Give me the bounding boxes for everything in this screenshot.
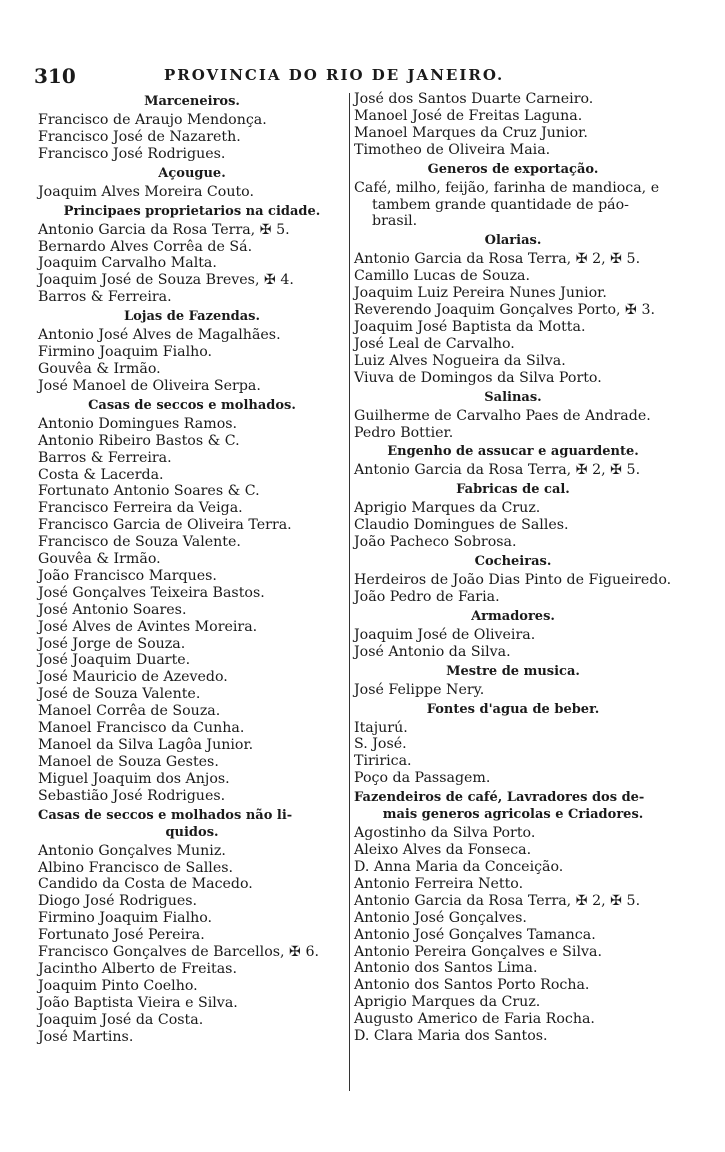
list-item: Francisco Ferreira da Veiga.	[38, 500, 243, 517]
right-column	[354, 91, 672, 1045]
list-item: Luiz Alves Nogueira da Silva.	[354, 352, 566, 369]
list-item: Antonio Ribeiro Bastos & C.	[38, 432, 240, 449]
left-column	[38, 91, 346, 1046]
name-list	[38, 327, 346, 395]
list-item: Guilherme de Carvalho Paes de Andrade.	[354, 407, 651, 424]
list-item: Manoel José de Freitas Laguna.	[354, 107, 583, 124]
list-item: Antonio Gonçalves Muniz.	[38, 842, 226, 859]
section-heading: Armadores.	[471, 608, 555, 624]
name-list	[38, 843, 346, 1046]
list-item: José Gonçalves Teixeira Bastos.	[38, 584, 265, 601]
list-item: Manoel Corrêa de Souza.	[38, 703, 221, 720]
list-item: José Martins.	[38, 1028, 134, 1045]
list-item: Fortunato José Pereira.	[38, 927, 205, 944]
section-heading: Cocheiras.	[474, 554, 552, 570]
list-item: Gouvêa & Irmão.	[38, 551, 161, 568]
list-item: Aprigio Marques da Cruz.	[354, 500, 541, 517]
list-item: Antonio Domingues Ramos.	[38, 415, 238, 432]
name-list	[354, 251, 672, 386]
list-item: José Joaquim Duarte.	[38, 652, 191, 669]
name-list	[354, 627, 672, 661]
list-item: Barros & Ferreira.	[38, 449, 172, 466]
list-item: Gouvêa & Irmão.	[38, 360, 161, 377]
name-list	[38, 222, 346, 307]
section-heading: Generos de exportação.	[427, 161, 599, 177]
export-text: Café, milho, feijão, farinha de mandioca, e	[354, 179, 660, 196]
list-item: Manoel de Souza Gestes.	[38, 753, 219, 770]
list-item: Antonio Garcia da Rosa Terra, ✠ 2, ✠ 5.	[354, 251, 641, 268]
export-text: tambem grande quantidade de páo-brasil.	[372, 196, 629, 230]
list-item: Joaquim Alves Moreira Couto.	[38, 183, 254, 200]
list-item: Manoel Marques da Cruz Junior.	[354, 124, 588, 141]
list-item: João Pacheco Sobrosa.	[354, 534, 517, 551]
list-item: João Pedro de Faria.	[354, 588, 500, 605]
list-item: Viuva de Domingos da Silva Porto.	[354, 369, 602, 386]
list-item: Joaquim Pinto Coelho.	[38, 977, 198, 994]
column-divider	[349, 93, 350, 1091]
list-item: D. Clara Maria dos Santos.	[354, 1028, 548, 1045]
list-item: Antonio Garcia da Rosa Terra, ✠ 2, ✠ 5.	[354, 892, 641, 909]
list-item: Miguel Joaquim dos Anjos.	[38, 770, 230, 787]
running-title: PROVINCIA DO RIO DE JANEIRO.	[164, 66, 505, 84]
list-item: Antonio Ferreira Netto.	[354, 875, 524, 892]
list-item: Antonio José Gonçalves Tamanca.	[354, 926, 596, 943]
list-item: Itajurú.	[354, 719, 408, 736]
list-item: Joaquim Luiz Pereira Nunes Junior.	[354, 285, 607, 302]
list-item: Manoel da Silva Lagôa Junior.	[38, 737, 254, 753]
section-heading: Fazendeiros de café, Lavradores dos de-	[354, 790, 645, 806]
list-item: Augusto Americo de Faria Rocha.	[354, 1011, 595, 1028]
list-item: Claudio Domingues de Salles.	[354, 517, 569, 534]
list-item: José dos Santos Duarte Carneiro.	[354, 91, 594, 107]
list-item: José Manoel de Oliveira Serpa.	[38, 377, 261, 394]
list-item: Candido da Costa de Macedo.	[38, 876, 253, 893]
name-list	[38, 112, 346, 163]
list-item: Costa & Lacerda.	[38, 466, 164, 483]
section-heading: mais generos agricolas e Criadores.	[382, 807, 644, 823]
name-list	[354, 572, 672, 606]
section-heading: Olarias.	[484, 233, 542, 249]
list-item: José Antonio da Silva.	[354, 643, 511, 660]
list-item: Albino Francisco de Salles.	[38, 859, 234, 876]
section-heading: Lojas de Fazendas.	[123, 309, 261, 325]
list-item: José Leal de Carvalho.	[354, 335, 515, 352]
list-item: Joaquim José de Souza Breves, ✠ 4.	[38, 272, 294, 289]
list-item: Agostinho da Silva Porto.	[354, 825, 536, 842]
section-heading: Salinas.	[484, 389, 542, 405]
section-heading: Açougue.	[158, 165, 226, 181]
section-heading: Principaes proprietarios na cidade.	[63, 203, 321, 219]
list-item: Jacintho Alberto de Freitas.	[38, 960, 237, 977]
list-item: Sebastião José Rodrigues.	[38, 787, 226, 804]
list-item: Antonio José Gonçalves.	[354, 909, 527, 926]
name-list	[354, 825, 672, 1045]
list-item: Francisco de Souza Valente.	[38, 534, 241, 551]
list-item: Camillo Lucas de Souza.	[354, 268, 531, 285]
name-list	[38, 416, 346, 805]
name-list	[354, 462, 672, 479]
section-heading: Fabricas de cal.	[456, 482, 570, 498]
list-item: José Mauricio de Azevedo.	[38, 669, 228, 686]
section-heading: Fontes d'agua de beber.	[426, 701, 600, 717]
name-list	[354, 682, 672, 699]
page-header	[34, 64, 674, 86]
list-item: Firmino Joaquim Fialho.	[38, 344, 213, 361]
list-item: Antonio Garcia da Rosa Terra, ✠ 5.	[38, 221, 290, 238]
list-item: Joaquim José de Oliveira.	[354, 626, 536, 643]
list-item: Joaquim José Baptista da Motta.	[354, 318, 586, 335]
list-item: Reverendo Joaquim Gonçalves Porto, ✠ 3.	[354, 302, 655, 319]
name-list	[354, 408, 672, 442]
section-heading: Casas de seccos e molhados não li-	[38, 807, 293, 823]
section-heading: Engenho de assucar e aguardente.	[387, 444, 639, 460]
list-item: José Alves de Avintes Moreira.	[38, 618, 258, 635]
list-item: Manoel Francisco da Cunha.	[38, 720, 245, 737]
section-heading: Mestre de musica.	[446, 663, 580, 679]
list-item: D. Anna Maria da Conceição.	[354, 859, 564, 875]
list-item: Antonio dos Santos Porto Rocha.	[354, 977, 590, 994]
section-heading: quidos.	[165, 824, 219, 840]
list-item: Aleixo Alves da Fonseca.	[354, 842, 532, 859]
list-item: Joaquim Carvalho Malta.	[38, 255, 217, 272]
list-item: Francisco Garcia de Oliveira Terra.	[38, 517, 292, 534]
list-item: João Francisco Marques.	[38, 567, 217, 584]
page-number: 310	[34, 64, 76, 88]
list-item: Poço da Passagem.	[354, 770, 491, 787]
list-item: Timotheo de Oliveira Maia.	[354, 141, 551, 158]
list-item: Francisco José Rodrigues.	[38, 145, 226, 162]
list-item: Joaquim José da Costa.	[38, 1011, 204, 1028]
list-item: Aprigio Marques da Cruz.	[354, 994, 541, 1011]
list-item: Antonio Garcia da Rosa Terra, ✠ 2, ✠ 5.	[354, 462, 641, 479]
list-item: S. José.	[354, 736, 407, 753]
name-list	[38, 184, 346, 201]
list-item: Francisco José de Nazareth.	[38, 128, 241, 145]
name-list	[354, 720, 672, 788]
list-item: Bernardo Alves Corrêa de Sá.	[38, 238, 253, 255]
list-item: Pedro Bottier.	[354, 424, 454, 441]
list-item: Firmino Joaquim Fialho.	[38, 910, 213, 927]
list-item: Antonio Pereira Gonçalves e Silva.	[354, 943, 602, 960]
section-heading: Marceneiros.	[144, 94, 240, 109]
list-item: Antonio José Alves de Magalhães.	[38, 327, 281, 344]
list-item: Herdeiros de João Dias Pinto de Figueiredo.	[354, 572, 672, 589]
name-list	[354, 500, 672, 551]
list-item: Diogo José Rodrigues.	[38, 893, 198, 910]
list-item: Francisco de Araujo Mendonça.	[38, 112, 267, 128]
list-item: João Baptista Vieira e Silva.	[38, 994, 238, 1011]
name-list	[354, 91, 672, 159]
list-item: Francisco Gonçalves de Barcellos, ✠ 6.	[38, 944, 319, 961]
list-item: José Antonio Soares.	[38, 601, 187, 618]
list-item: José Felippe Nery.	[354, 681, 485, 698]
list-item: Antonio dos Santos Lima.	[354, 960, 538, 977]
list-item: José de Souza Valente.	[38, 686, 201, 703]
list-item: José Jorge de Souza.	[38, 635, 186, 652]
section-heading: Casas de seccos e molhados.	[88, 397, 296, 413]
list-item: Tiririca.	[354, 753, 412, 770]
list-item: Fortunato Antonio Soares & C.	[38, 483, 260, 500]
list-item: Barros & Ferreira.	[38, 289, 172, 306]
